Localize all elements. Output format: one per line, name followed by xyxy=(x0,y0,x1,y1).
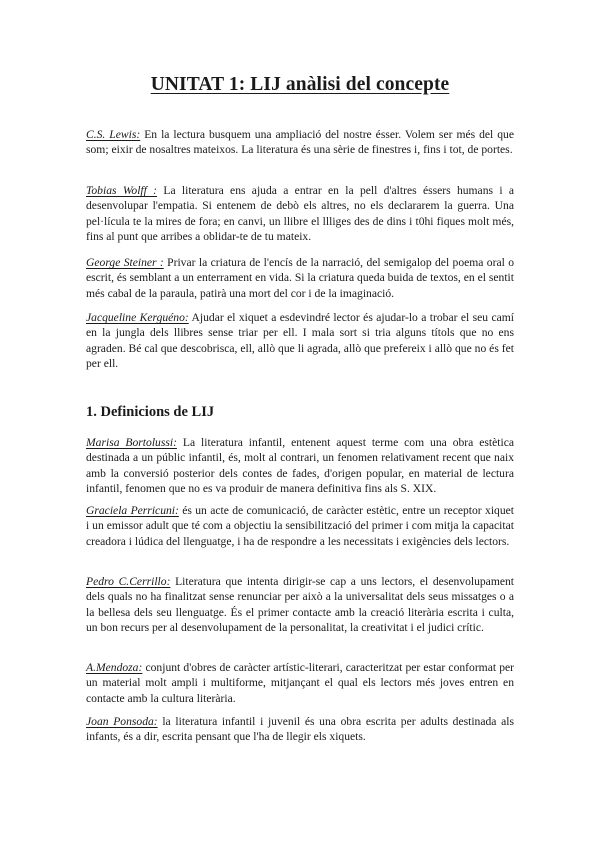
definition-perricuni xyxy=(86,503,514,549)
quote-author: Jacqueline Kerguéno: xyxy=(86,311,189,324)
quote-text: Privar la criatura de l'encís de la narració, del semigalop del poema oral o escrit, és semblant a un enterrament en vida. Si la criatura queda buida de textos, en el sentit més cabal de la paraula, patirà una mort del cor i de la imaginació. xyxy=(86,256,514,300)
definition-text: és un acte de comunicació, de caràcter estètic, entre un receptor xiquet i un emissor adult que té com a objectiu la sensibilització del primer i com mitja la capacitat creadora i lúdica del llenguatge, i ha de respondre a les necessitats i exigències dels lectors. xyxy=(86,504,515,548)
definition-text: Literatura que intenta dirigir-se cap a uns lectors, el desenvolupament dels quals no ha finalitzat sense renunciar per això a la universalitat dels seus missatges o a la bellesa dels seu llenguatge. És el primer contacte amb la creació literària escrita i culta, un bon recurs per al desenvolupament de la personalitat, la creativitat i el judici crític. xyxy=(86,575,515,635)
definition-text: La literatura infantil, entenent aquest terme com una obra estètica destinada a un públic infantil, és, molt al contrari, un fenomen relativament recent que naix amb la conversió posterior dels contes de fades, d'origen popular, en material de lectura infantil, fenomen que no es va produir de manera definitiva fins als S. XIX. xyxy=(86,436,514,496)
section-heading: 1. Definicions de LIJ xyxy=(86,404,215,420)
quote-author: Tobias Wolff : xyxy=(86,184,158,197)
page-title: UNITAT 1: LIJ anàlisi del concepte xyxy=(150,74,450,95)
quote-wolff xyxy=(86,183,514,245)
definition-text: la literatura infantil i juvenil és una obra escrita per adults destinada als infants, és a dir, escrita pensant que l'ha de llegir els xiquets. xyxy=(86,715,514,744)
definition-text: conjunt d'obres de caràcter artístic-literari, caracteritzat per estar conformat per un material molt ampli i multiforme, mitjançant el qual els lectors més joves entren en contacte amb la cultura literària. xyxy=(86,661,514,705)
quote-text: La literatura ens ajuda a entrar en la pell d'altres éssers humans i a desenvolupar l'empatia. Si entenem de debò els altres, no els declararem la guerra. Una pel·lícula te la mires de fora; en canvi, un llibre el llliges des de dins i t0hi fiques molt més, fins al punt que arribes a oblidar-te de tu mateix. xyxy=(86,184,514,244)
definition-author: Marisa Bortolussi: xyxy=(86,436,177,449)
definition-bortolussi xyxy=(86,435,514,497)
quote-text: Ajudar el xiquet a esdevindré lector és ajudar-lo a trobar el seu camí en la jungla dels llibres sense triar per ell. I mala sort si tria alguns títols que no ens agraden. Bé cal que descobrisca, ell, allò que li agrada, allò que prefereix i allò que no és fet per ell. xyxy=(86,311,514,371)
quote-author: C.S. Lewis: xyxy=(86,128,141,141)
quote-author: George Steiner : xyxy=(86,256,164,269)
definition-author: A.Mendoza: xyxy=(86,661,143,674)
quote-lewis xyxy=(86,127,514,158)
definition-author: Joan Ponsoda: xyxy=(86,715,158,728)
quote-kergueno xyxy=(86,310,514,372)
definition-cerrillo xyxy=(86,574,514,636)
definition-author: Graciela Perricuni: xyxy=(86,504,179,517)
definition-ponsoda xyxy=(86,714,514,745)
definition-author: Pedro C.Cerrillo: xyxy=(86,575,171,588)
quote-steiner xyxy=(86,255,514,301)
quote-text: En la lectura busquem una ampliació del nostre ésser. Volem ser més del que som; eixir de nosaltres mateixos. La literatura és una sèrie de finestres i, fins i tot, de portes. xyxy=(86,128,514,157)
definition-mendoza xyxy=(86,660,514,706)
